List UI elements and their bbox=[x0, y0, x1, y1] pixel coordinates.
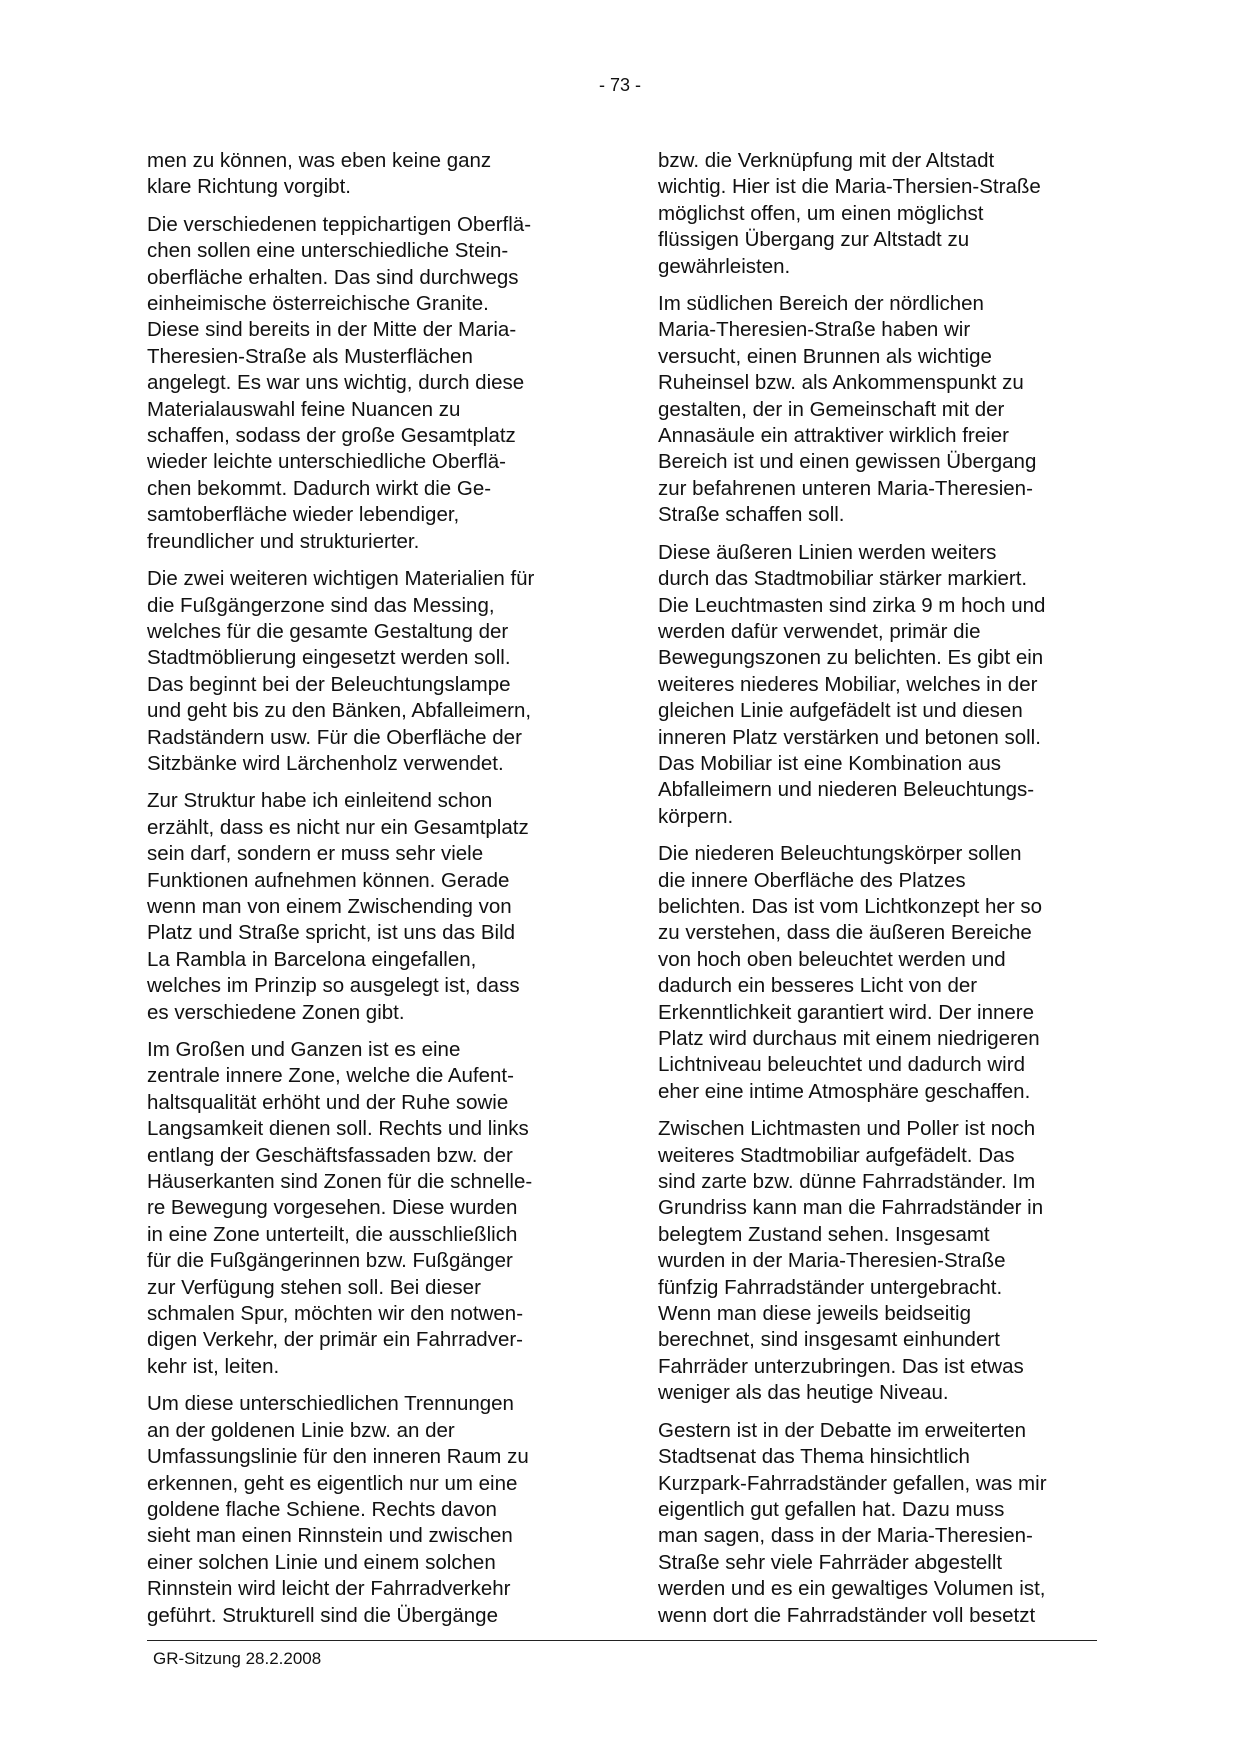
paragraph: Diese äußeren Linien werden weiters durch das Stadtmobiliar stärker markiert. Die Leuchtmasten sind zirka 9 m hoch und werden dafür verwendet, primär die Bewegungszonen zu belichten. Es gibt ein weiteres niederes Mobiliar, welches in der gleichen Linie aufgefädelt ist und diesen inneren Platz verstärken und betonen soll. Das Mobiliar ist eine Kombination aus Abfalleimern und niederen Beleuchtungs- körpern. bbox=[658, 540, 1046, 828]
right-column bbox=[658, 148, 1098, 1640]
page-number: - 73 - bbox=[598, 75, 641, 95]
footer-divider bbox=[147, 1640, 1097, 1641]
paragraph: Um diese unterschiedlichen Trennungen an der goldenen Linie bzw. an der Umfassungslinie für den inneren Raum zu erkennen, geht es eigentlich nur um eine goldene flache Schiene. Rechts davon sieht man einen Rinnstein und zwischen einer solchen Linie und einem solchen Rinnstein wird leicht der Fahrradverkehr geführt. Strukturell sind die Übergänge bbox=[147, 1392, 529, 1627]
paragraph: Im südlichen Bereich der nördlichen Maria-Theresien-Straße haben wir versucht, einen Brunnen als wichtige Ruheinsel bzw. als Ankommenspunkt zu gestalten, der in Gemeinschaft mit der Annasäule ein attraktiver wirklich freier Bereich ist und einen gewissen Übergang zur befahrenen unteren Maria-Theresien- Straße schaffen soll. bbox=[658, 292, 1037, 527]
paragraph: Die zwei weiteren wichtigen Materialien für die Fußgängerzone sind das Messing, welches für die gesamte Gestaltung der Stadtmöblierung eingesetzt werden soll. Das beginnt bei der Beleuchtungslampe und geht bis zu den Bänken, Abfalleimern, Radständern usw. Für die Oberfläche der Sitzbänke wird Lärchenholz verwendet. bbox=[147, 567, 535, 775]
paragraph: Zur Struktur habe ich einleitend schon erzählt, dass es nicht nur ein Gesamtplatz sein darf, sondern er muss sehr viele Funktionen aufnehmen können. Gerade wenn man von einem Zwischending von Platz und Straße spricht, ist uns das Bild La Rambla in Barcelona eingefallen, welches im Prinzip so ausgelegt ist, dass es verschiedene Zonen gibt. bbox=[147, 789, 529, 1024]
paragraph: bzw. die Verknüpfung mit der Altstadt wichtig. Hier ist die Maria-Thersien-Straße möglichst offen, um einen möglichst flüssigen Übergang zur Altstadt zu gewährleisten. bbox=[658, 149, 1041, 278]
left-column bbox=[147, 148, 587, 1640]
paragraph: Die niederen Beleuchtungskörper sollen die innere Oberfläche des Platzes belichten. Das ist vom Lichtkonzept her so zu verstehen, dass die äußeren Bereiche von hoch oben beleuchtet werden und dadurch ein besseres Licht von der Erkenntlichkeit garantiert wird. Der innere Platz wird durchaus mit einem niedrigeren Lichtniveau beleuchtet und dadurch wird eher eine intime Atmosphäre geschaffen. bbox=[658, 842, 1042, 1103]
footer-session-date: GR-Sitzung 28.2.2008 bbox=[153, 1649, 322, 1668]
paragraph: men zu können, was eben keine ganz klare Richtung vorgibt. bbox=[147, 149, 492, 199]
paragraph: Gestern ist in der Debatte im erweiterten Stadtsenat das Thema hinsichtlich Kurzpark-Fahrradständer gefallen, was mir eigentlich gut gefallen hat. Dazu muss man sagen, dass in der Maria-Theresien- Straße sehr viele Fahrräder abgestellt werden und es ein gewaltiges Volumen ist, wenn dort die Fahrradständer voll besetzt bbox=[658, 1418, 1047, 1627]
paragraph: Zwischen Lichtmasten und Poller ist noch weiteres Stadtmobiliar aufgefädelt. Das sind zarte bzw. dünne Fahrradständer. Im Grundriss kann man die Fahrradständer in belegtem Zustand sehen. Insgesamt wurden in der Maria-Theresien-Straße fünfzig Fahrradständer untergebracht. Wenn man diese jeweils beidseitig berechnet, sind insgesamt einhundert Fahrräder unterzubringen. Das ist etwas weniger als das heutige Niveau. bbox=[658, 1117, 1044, 1405]
paragraph: Die verschiedenen teppichartigen Oberflä- chen sollen eine unterschiedliche Stein- oberfläche erhalten. Das sind durchwegs einheimische österreichische Granite. Diese sind bereits in der Mitte der Maria- Theresien-Straße als Musterflächen angelegt. Es war uns wichtig, durch diese Materialauswahl feine Nuancen zu schaffen, sodass der große Gesamtplatz wieder leichte unterschiedliche Oberflä- chen bekommt. Dadurch wirkt die Ge- samtoberfläche wieder lebendiger, freundlicher und strukturierter. bbox=[147, 212, 532, 553]
paragraph: Im Großen und Ganzen ist es eine zentrale innere Zone, welche die Aufent- haltsqualität erhöht und der Ruhe sowie Langsamkeit dienen soll. Rechts und links entlang der Geschäftsfassaden bzw. der Häuserkanten sind Zonen für die schnelle- re Bewegung vorgesehen. Diese wurden in eine Zone unterteilt, die ausschließlich für die Fußgängerinnen bzw. Fußgänger zur Verfügung stehen soll. Bei dieser schmalen Spur, möchten wir den notwen- digen Verkehr, der primär ein Fahrradver- kehr ist, leiten. bbox=[147, 1038, 533, 1378]
